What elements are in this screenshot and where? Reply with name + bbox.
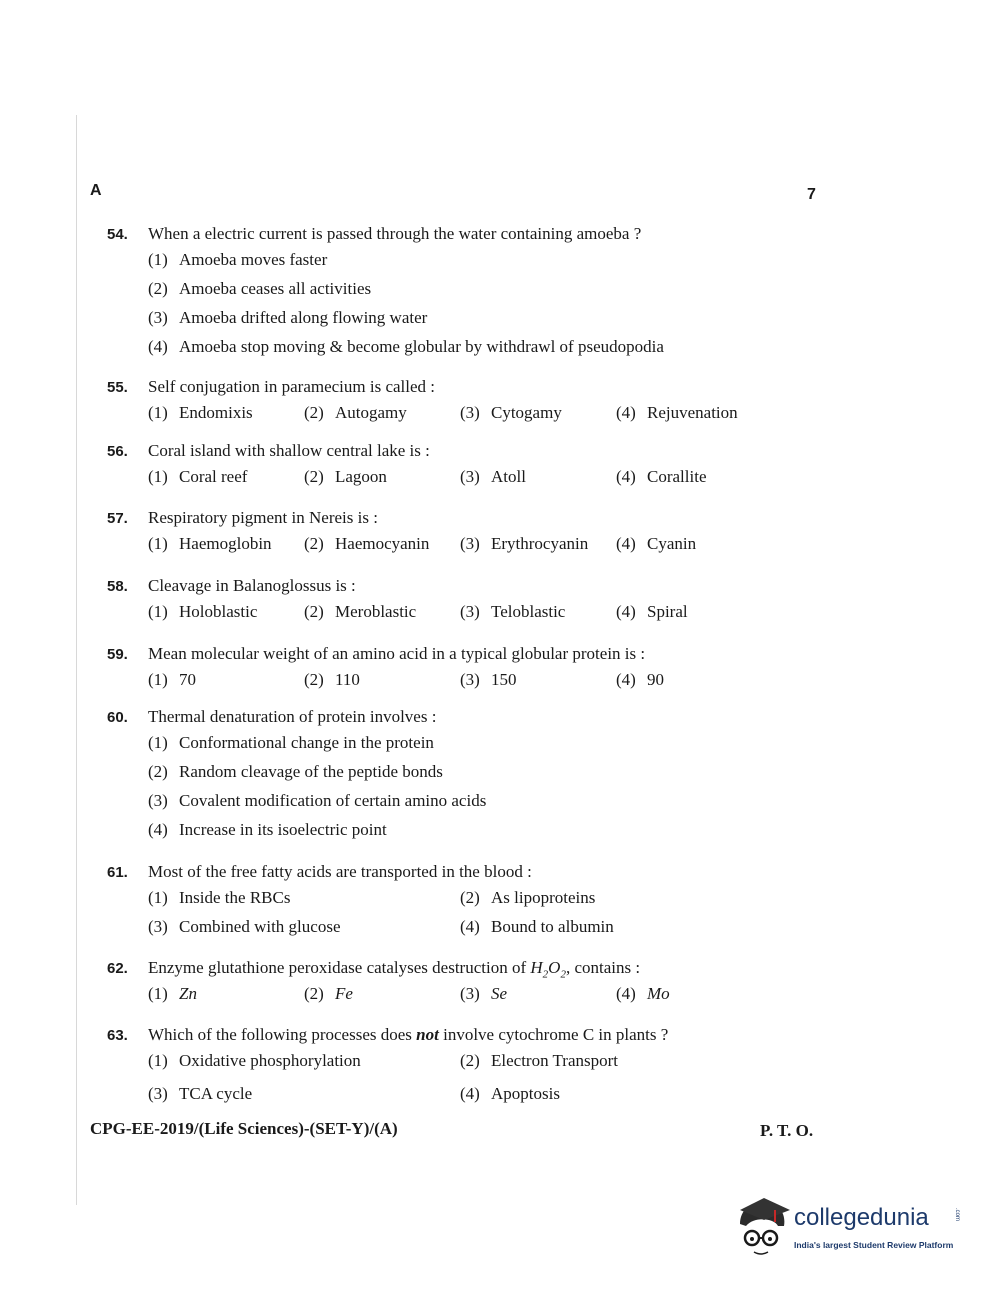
question-number: 61. bbox=[107, 864, 128, 881]
option-3: (3) 150 bbox=[460, 670, 517, 689]
option-4: (4) Corallite bbox=[616, 467, 707, 486]
option-1: (1) Coral reef bbox=[148, 467, 248, 486]
collegedunia-watermark bbox=[734, 1196, 964, 1264]
question-56 bbox=[107, 441, 807, 496]
options-row bbox=[148, 888, 807, 917]
option-1: (1) Haemoglobin bbox=[148, 534, 272, 553]
question-55 bbox=[107, 377, 807, 432]
page-number: 7 bbox=[807, 186, 816, 203]
option-2: (2) Electron Transport bbox=[460, 1051, 619, 1070]
option-4: (4) Rejuvenation bbox=[616, 403, 738, 422]
option-4: (4) Bound to albumin bbox=[460, 917, 614, 936]
options-row bbox=[148, 984, 807, 1013]
question-text: Thermal denaturation of protein involves : bbox=[148, 707, 437, 726]
question-text: When a electric current is passed through the water containing amoeba ? bbox=[148, 224, 642, 243]
option-2: (2) Haemocyanin bbox=[304, 534, 430, 553]
option-4: (4) Amoeba stop moving & become globular by withdrawl of pseudopodia bbox=[148, 337, 664, 356]
question-text: Coral island with shallow central lake is : bbox=[148, 441, 430, 460]
option-2: (2) Amoeba ceases all activities bbox=[148, 279, 372, 298]
option-3: (3) Combined with glucose bbox=[148, 917, 341, 936]
option-2: (2) As lipoproteins bbox=[460, 888, 596, 907]
pto-label: P. T. O. bbox=[760, 1121, 814, 1140]
option-2: (2) Lagoon bbox=[304, 467, 387, 486]
options-row bbox=[148, 917, 807, 946]
option-1: (1) 70 bbox=[148, 670, 196, 689]
option-3: (3) Teloblastic bbox=[460, 602, 566, 621]
options-row bbox=[148, 534, 807, 563]
question-text: Enzyme glutathione peroxidase catalyses destruction of $H_2O_2$, contains : bbox=[148, 958, 641, 981]
question-number: 57. bbox=[107, 510, 128, 527]
question-number: 63. bbox=[107, 1027, 128, 1044]
options-row bbox=[148, 602, 807, 631]
question-text: Cleavage in Balanoglossus is : bbox=[148, 576, 356, 595]
option-4: (4) Apoptosis bbox=[460, 1084, 560, 1103]
brand-domain: .com bbox=[954, 1208, 960, 1222]
option-1: (1) Amoeba moves faster bbox=[148, 250, 328, 269]
option-3: (3) Cytogamy bbox=[460, 403, 562, 422]
option-3: (3) Erythrocyanin bbox=[460, 534, 589, 553]
paper-code: CPG-EE-2019/(Life Sciences)-(SET-Y)/(A) bbox=[90, 1119, 398, 1138]
mascot-icon bbox=[734, 1196, 792, 1258]
brand-tagline: India's largest Student Review Platform bbox=[794, 1240, 954, 1250]
option-2: (2) Random cleavage of the peptide bonds bbox=[148, 762, 443, 781]
option-4: (4) Spiral bbox=[616, 602, 688, 621]
option-4: (4) Mo bbox=[616, 984, 670, 1003]
question-54 bbox=[107, 224, 807, 366]
options-row bbox=[148, 403, 807, 432]
option-3: (3) Atoll bbox=[460, 467, 526, 486]
option-3: (3) Covalent modification of certain amino acids bbox=[148, 791, 487, 810]
option-1: (1) Endomixis bbox=[148, 403, 253, 422]
question-59 bbox=[107, 644, 807, 696]
option-2: (2) Meroblastic bbox=[304, 602, 417, 621]
option-3: (3) TCA cycle bbox=[148, 1084, 253, 1103]
question-number: 56. bbox=[107, 443, 128, 460]
options-row bbox=[148, 467, 807, 496]
question-58 bbox=[107, 576, 807, 631]
option-3: (3) Se bbox=[460, 984, 508, 1003]
brand-name: collegedunia bbox=[794, 1204, 929, 1231]
option-4: (4) Increase in its isoelectric point bbox=[148, 820, 387, 839]
emphasis-not: not bbox=[416, 1025, 439, 1044]
question-text: Respiratory pigment in Nereis is : bbox=[148, 508, 378, 527]
question-57 bbox=[107, 508, 807, 563]
option-4: (4) 90 bbox=[616, 670, 664, 689]
options-row bbox=[148, 670, 807, 696]
question-text: Mean molecular weight of an amino acid in a typical globular protein is : bbox=[148, 644, 646, 663]
question-61 bbox=[107, 862, 807, 946]
options-row bbox=[148, 1051, 807, 1084]
option-1: (1) Conformational change in the protein bbox=[148, 733, 434, 752]
question-60 bbox=[107, 707, 807, 849]
options-row bbox=[148, 1084, 807, 1113]
option-2: (2) Fe bbox=[304, 984, 353, 1003]
question-63 bbox=[107, 1025, 807, 1113]
option-1: (1) Oxidative phosphorylation bbox=[148, 1051, 361, 1070]
option-2: (2) Autogamy bbox=[304, 403, 407, 422]
page-margin-line bbox=[76, 115, 77, 1205]
h2o2-formula: $H_2O_2$ bbox=[530, 958, 566, 981]
question-number: 55. bbox=[107, 379, 128, 396]
option-1: (1) Holoblastic bbox=[148, 602, 258, 621]
option-4: (4) Cyanin bbox=[616, 534, 697, 553]
question-number: 59. bbox=[107, 646, 128, 663]
set-code: A bbox=[90, 182, 102, 199]
option-2: (2) 110 bbox=[304, 670, 360, 689]
question-number: 54. bbox=[107, 226, 128, 243]
option-1: (1) Inside the RBCs bbox=[148, 888, 291, 907]
question-number: 58. bbox=[107, 578, 128, 595]
question-62 bbox=[107, 958, 807, 1013]
question-text: Most of the free fatty acids are transported in the blood : bbox=[148, 862, 532, 881]
question-number: 62. bbox=[107, 960, 128, 977]
question-number: 60. bbox=[107, 709, 128, 726]
question-text: Self conjugation in paramecium is called : bbox=[148, 377, 436, 396]
question-text: Which of the following processes does not involve cytochrome C in plants ? bbox=[148, 1025, 669, 1044]
option-1: (1) Zn bbox=[148, 984, 197, 1003]
option-3: (3) Amoeba drifted along flowing water bbox=[148, 308, 428, 327]
